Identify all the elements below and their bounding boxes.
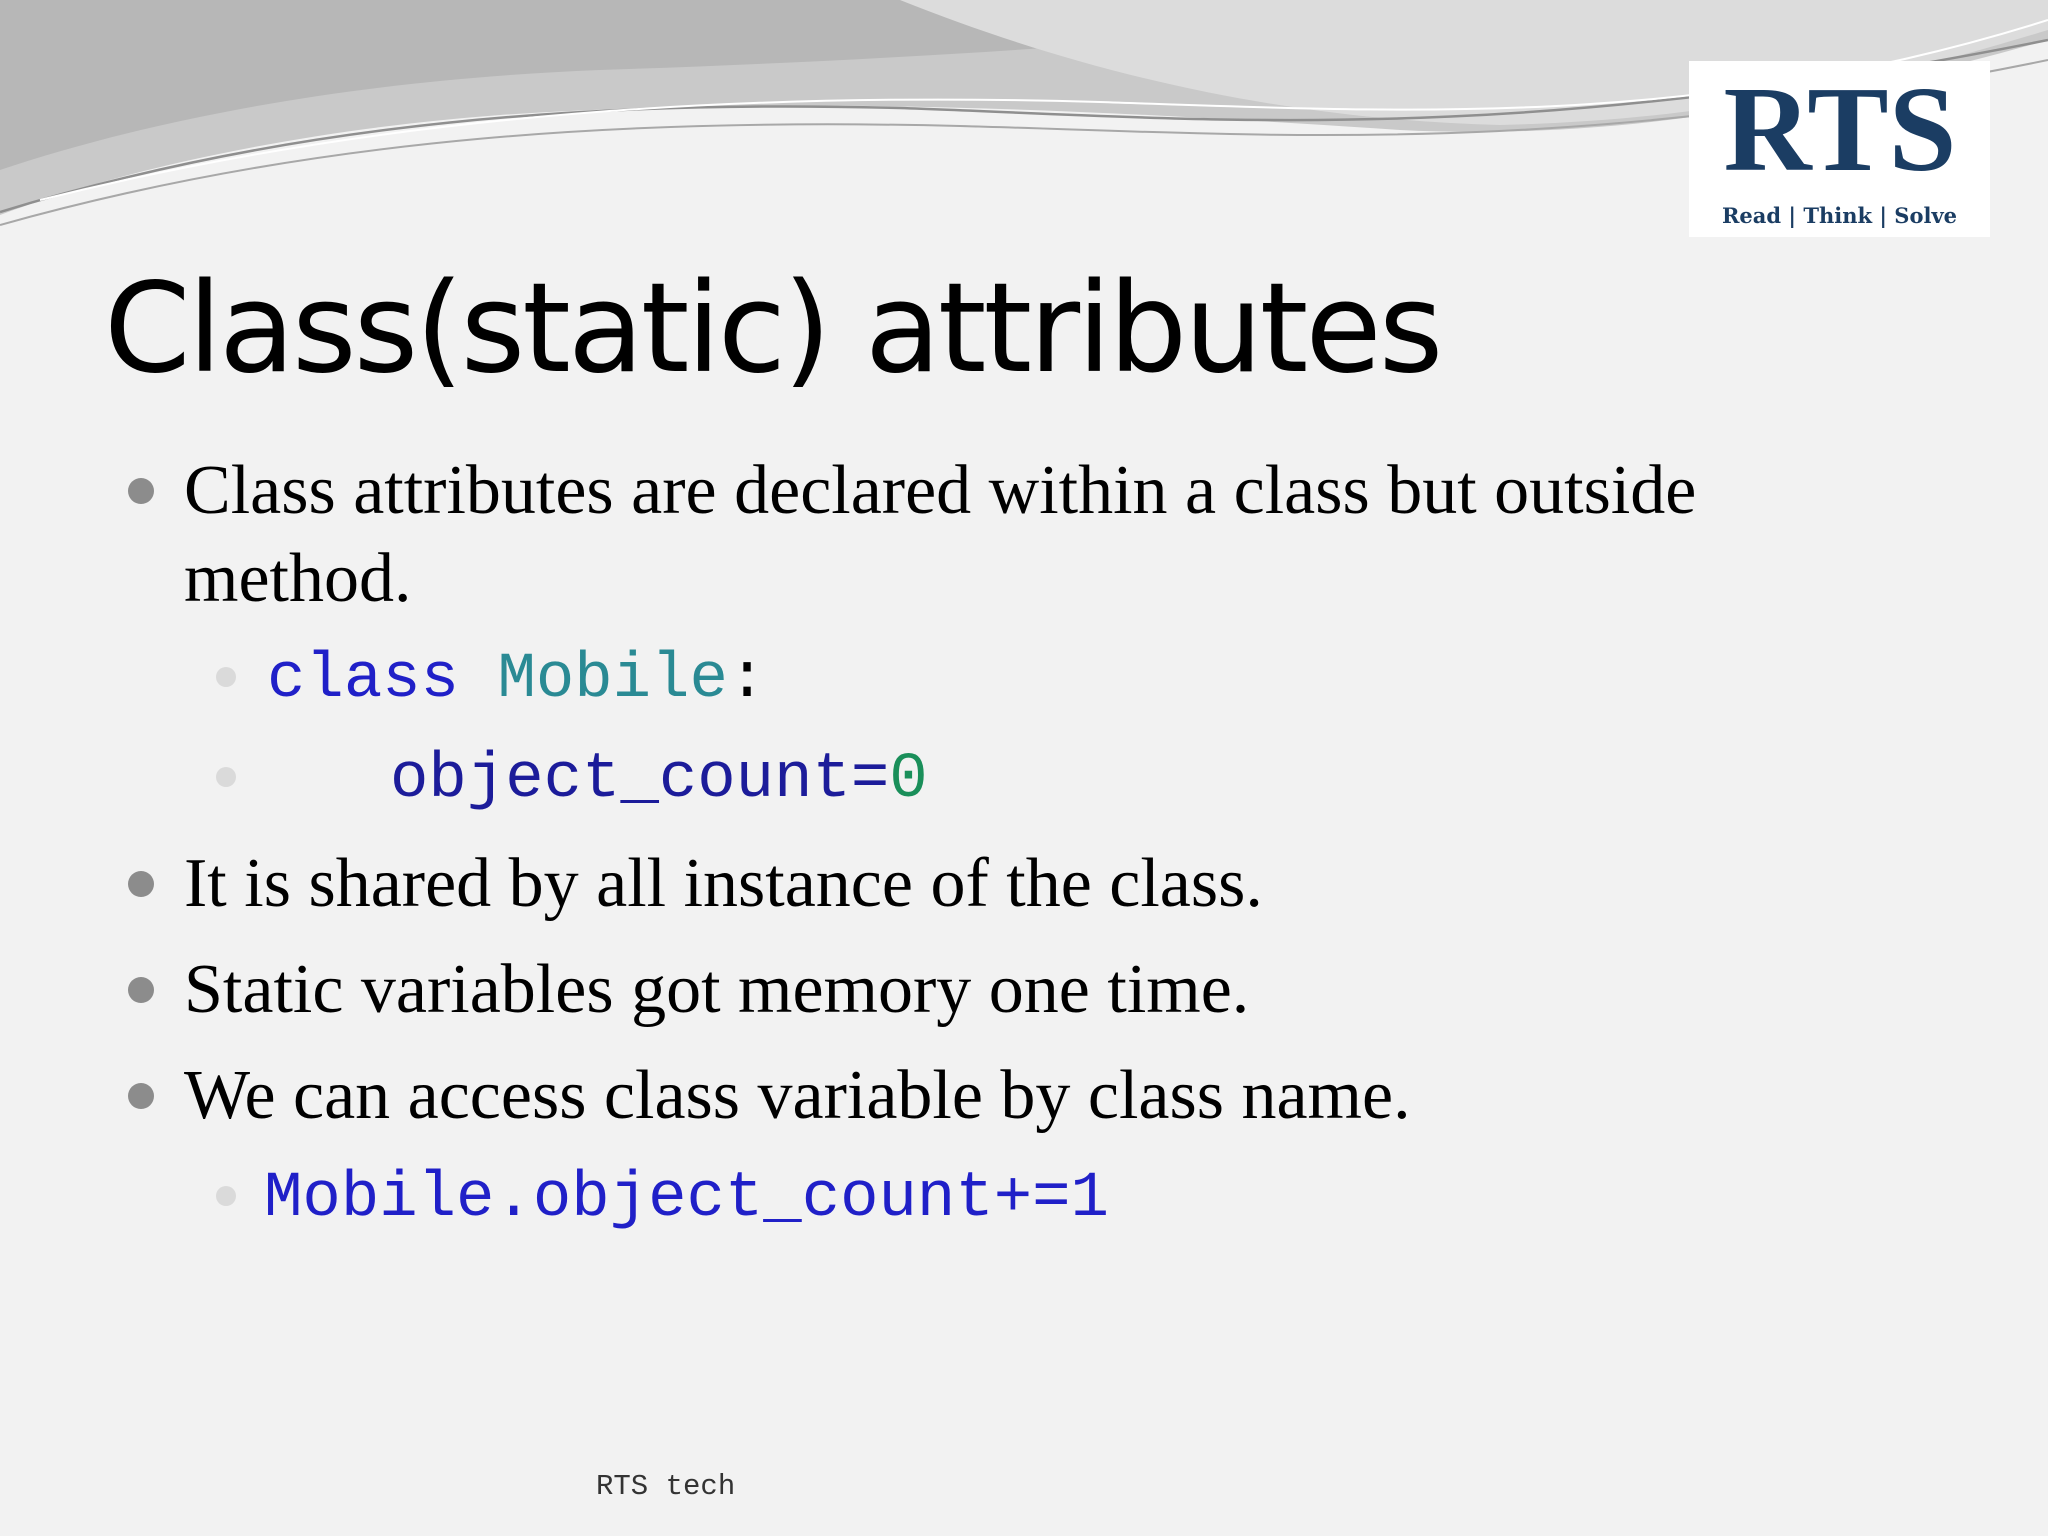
code-line-class-declaration bbox=[267, 644, 767, 716]
bullet-item-3: Static variables got memory one time. bbox=[184, 951, 1250, 1028]
code-line-assignment bbox=[390, 744, 928, 816]
logo-tagline: Read | Think | Solve bbox=[1721, 203, 1958, 228]
logo-text: RTS bbox=[1723, 62, 1957, 197]
footer-text: RTS tech bbox=[596, 1470, 736, 1503]
bullet-dot-icon bbox=[128, 1083, 154, 1109]
sub-bullet-dot-icon bbox=[216, 767, 236, 787]
code-line-increment: Mobile.object_count+=1 bbox=[264, 1163, 1109, 1235]
code-class-name: Mobile bbox=[497, 644, 728, 716]
sub-bullet-dot-icon bbox=[216, 667, 236, 687]
bullet-item-2: It is shared by all instance of the class. bbox=[184, 845, 1263, 922]
code-colon: : bbox=[727, 644, 767, 716]
bullet-item-4: We can access class variable by class name. bbox=[184, 1057, 1411, 1134]
rts-logo bbox=[1689, 61, 1990, 237]
code-operator: = bbox=[850, 744, 890, 816]
slide-title: Class(static) attributes bbox=[104, 257, 1441, 401]
bullet-dot-icon bbox=[128, 977, 154, 1003]
bullet-dot-icon bbox=[128, 478, 154, 504]
bullet-dot-icon bbox=[128, 871, 154, 897]
code-keyword: class bbox=[267, 644, 460, 716]
bullet-item-1: Class attributes are declared within a class but outside method. bbox=[184, 452, 1697, 617]
code-number: 0 bbox=[889, 744, 928, 816]
sub-bullet-dot-icon bbox=[216, 1186, 236, 1206]
code-identifier: object_count bbox=[390, 744, 851, 816]
